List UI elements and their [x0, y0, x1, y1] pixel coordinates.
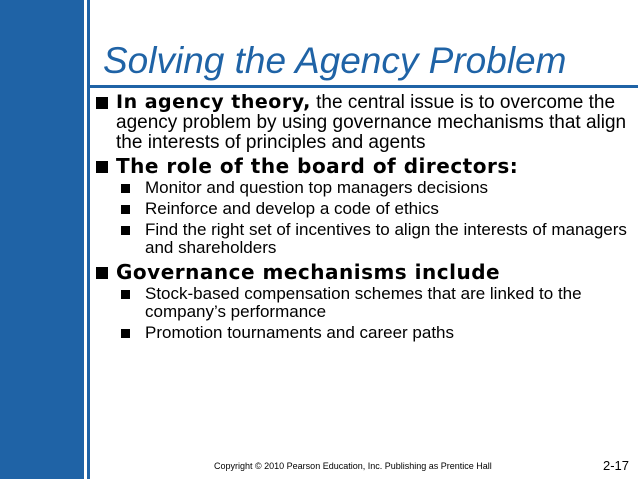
bullet-heading: Governance mechanisms include [116, 260, 501, 284]
slide-content [90, 92, 636, 344]
square-bullet-icon [121, 290, 130, 299]
bullet-body-text: the central issue is to overcome the agency problem by using governance mechanisms that align the interests of principles and agents [116, 92, 627, 153]
square-bullet-icon [121, 226, 130, 235]
square-bullet-icon [96, 97, 108, 109]
bullet-agency-theory [90, 92, 636, 153]
title-underline [87, 85, 638, 88]
sub-bullet [90, 285, 636, 321]
square-bullet-icon [121, 205, 130, 214]
sub-bullet-text: Promotion tournaments and career paths [145, 323, 455, 342]
sub-bullet-text: Find the right set of incentives to align the interests of managers and shareholders [145, 220, 627, 257]
bullet-governance-mechanisms [90, 262, 636, 282]
sub-bullet [90, 221, 636, 257]
slide-title: Solving the Agency Problem [103, 40, 567, 81]
sub-bullet [90, 200, 636, 218]
left-accent-bar [0, 0, 84, 479]
bullet-lead-text: In agency theory, [116, 91, 311, 113]
sub-bullet-text: Monitor and question top managers decisions [145, 178, 489, 197]
sub-bullet [90, 324, 636, 342]
footer-copyright: Copyright © 2010 Pearson Education, Inc. Publishing as Prentice Hall [214, 461, 492, 471]
square-bullet-icon [121, 329, 130, 338]
bullet-heading: The role of the board of directors: [116, 154, 519, 178]
sub-bullet-text: Reinforce and develop a code of ethics [145, 199, 439, 218]
bullet-board-role [90, 156, 636, 176]
page-number: 2-17 [603, 458, 630, 473]
square-bullet-icon [96, 267, 108, 279]
square-bullet-icon [121, 184, 130, 193]
sub-bullet-text: Stock-based compensation schemes that are linked to the company’s performance [145, 284, 582, 321]
square-bullet-icon [96, 161, 108, 173]
sub-bullet [90, 179, 636, 197]
